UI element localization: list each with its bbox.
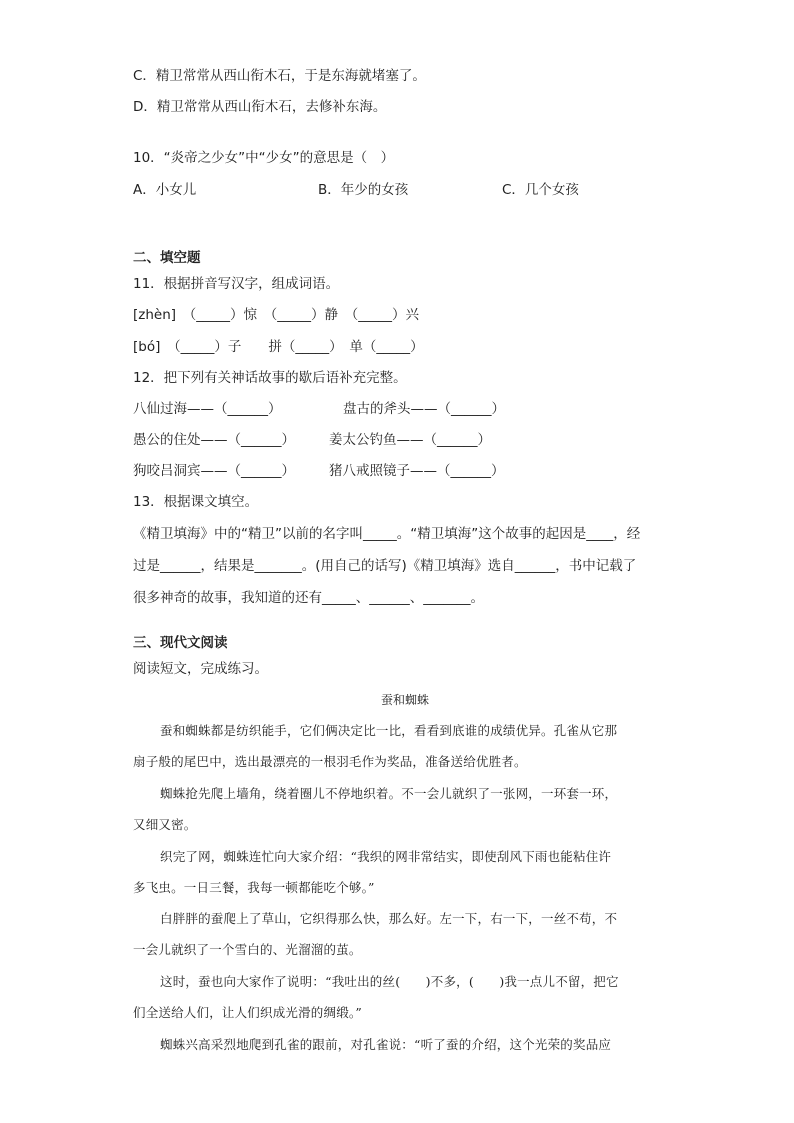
section3-instruction: 阅读短文，完成练习。 — [133, 661, 268, 677]
q11-row-bo: [bó] （_____）子 拼（_____） 单（_____） — [133, 339, 424, 355]
passage-line: 扇子般的尾巴中，选出最漂亮的一根羽毛作为奖品，准备送给优胜者。 — [133, 754, 527, 769]
q13-line-1: 《精卫填海》中的“精卫”以前的名字叫_____。“精卫填海”这个故事的起因是____，经 — [133, 526, 641, 542]
passage-line: 蜘蛛抢先爬上墙角，绕着圈儿不停地织着。不一会儿就织了一张网，一环套一环， — [160, 786, 618, 801]
q9-option-c: C．精卫常常从西山衔木石，于是东海就堵塞了。 — [133, 68, 426, 84]
passage-line: 这时，蚕也向大家作了说明：“我吐出的丝( )不多，( )我一点儿不留，把它 — [160, 974, 619, 989]
passage-line: 又细又密。 — [133, 817, 197, 832]
passage-line: 白胖胖的蚕爬上了草山，它织得那么快，那么好。左一下，右一下，一丝不苟，不 — [160, 911, 618, 926]
q12-row2-left: 愚公的住处——（______） — [133, 432, 295, 448]
section3-title: 三、现代文阅读 — [133, 635, 228, 651]
q11-stem: 11．根据拼音写汉字，组成词语。 — [133, 276, 340, 292]
q13-stem: 13．根据课文填空。 — [133, 494, 259, 510]
q13-line-2: 过是______，结果是_______。(用自己的话写)《精卫填海》选自______，书中记载了 — [133, 558, 637, 574]
q12-stem: 12．把下列有关神话故事的歇后语补充完整。 — [133, 370, 407, 386]
q12-row2-right: 姜太公钓鱼——（______） — [329, 432, 491, 448]
q10-option-c: C．几个女孩 — [502, 182, 579, 198]
passage-line: 多飞虫。一日三餐，我每一顿都能吃个够。” — [133, 880, 375, 895]
passage-line: 织完了网，蜘蛛连忙向大家介绍：“我织的网非常结实，即使刮风下雨也能粘住许 — [160, 849, 612, 864]
q11-row-zhen: [zhèn] （_____）惊 （_____）静 （_____）兴 — [133, 307, 420, 323]
q12-row1-right: 盘古的斧头——（______） — [343, 401, 505, 417]
passage-line: 一会儿就织了一个雪白的、光溜溜的茧。 — [133, 942, 362, 957]
passage-line: 们全送给人们，让人们织成光滑的绸缎。” — [133, 1005, 362, 1020]
passage-line: 蚕和蜘蛛都是纺织能手，它们俩决定比一比，看看到底谁的成绩优异。孔雀从它那 — [160, 723, 618, 738]
q12-row3-left: 狗咬吕洞宾——（______） — [133, 463, 295, 479]
passage-line: 蜘蛛兴高采烈地爬到孔雀的跟前，对孔雀说：“听了蚕的介绍，这个光荣的奖品应 — [160, 1037, 612, 1052]
q10-option-a: A．小女儿 — [133, 182, 197, 198]
section2-title: 二、填空题 — [133, 250, 201, 266]
q13-line-3: 很多神奇的故事，我知道的还有_____、______、_______。 — [133, 590, 484, 606]
q10-option-b: B．年少的女孩 — [318, 182, 409, 198]
q12-row3-right: 猪八戒照镜子——（______） — [329, 463, 505, 479]
q12-row1-left: 八仙过海——（______） — [133, 401, 282, 417]
q9-option-d: D．精卫常常从西山衔木石，去修补东海。 — [133, 99, 387, 115]
q10-stem: 10．“炎帝之少女”中“少女”的意思是（ ） — [133, 150, 395, 166]
passage-title: 蚕和蜘蛛 — [381, 693, 430, 707]
